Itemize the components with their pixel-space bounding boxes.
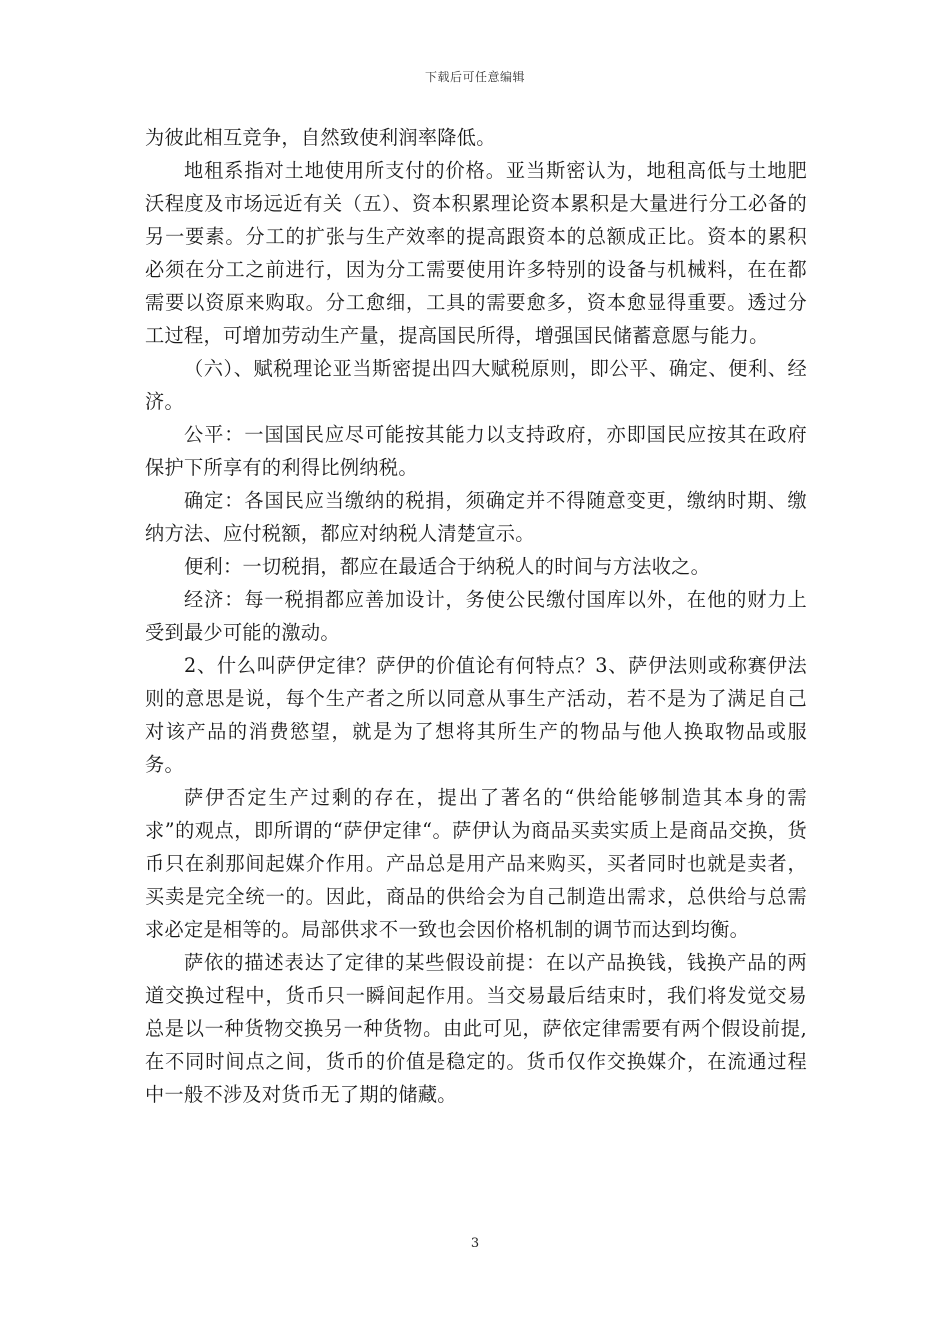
paragraph: （六）、赋税理论亚当斯密提出四大赋税原则，即公平、确定、便利、经济。 [145,357,807,413]
page-header-note: 下载后可任意编辑 [424,70,525,84]
paragraph: 萨依的描述表达了定律的某些假设前提：在以产品换钱，钱换产品的两道交换过程中，货币只一瞬间起作用。当交易最后结束时，我们将发觉交易总是以一种货物交换另一种货物。由此可见，萨依定律需要有两个假设前提,在不同时间点之间，货币的价值是稳定的。货币仅作交换媒介，在流通过程中一般不涉及对货币无了期的储藏。 [145,951,807,1106]
paragraph: 确定：各国民应当缴纳的税捐，须确定并不得随意变更，缴纳时期、缴纳方法、应付税额，都应对纳税人清楚宣示。 [145,489,807,545]
paragraph: 萨伊否定生产过剩的存在，提出了著名的“供给能够制造其本身的需求”的观点，即所谓的“萨伊定律“。萨伊认为商品买卖实质上是商品交换，货币只在刹那间起媒介作用。产品总是用产品来购买，买者同时也就是卖者，买卖是完全统一的。因此，商品的供给会为自己制造出需求，总供给与总需求必定是相等的。局部供求不一致也会因价格机制的调节而达到均衡。 [145,786,807,941]
paragraph: 2、什么叫萨伊定律？萨伊的价值论有何特点？3、萨伊法则或称赛伊法则的意思是说，每个生产者之所以同意从事生产活动，若不是为了满足自己对该产品的消费慾望，就是为了想将其所生产的物品与他人换取物品或服务。 [145,654,807,776]
paragraph: 经济：每一税捐都应善加设计，务使公民缴付国库以外，在他的财力上受到最少可能的激动。 [145,588,807,644]
paragraph: 公平：一国国民应尽可能按其能力以支持政府，亦即国民应按其在政府保护下所享有的利得比例纳税。 [145,423,807,479]
paragraph: 为彼此相互竞争，自然致使利润率降低。 [145,126,496,149]
paragraph: 地租系指对土地使用所支付的价格。亚当斯密认为，地租高低与土地肥沃程度及市场远近有关（五）、资本积累理论资本累积是大量进行分工必备的另一要素。分工的扩张与生产效率的提高跟资本的总额成正比。资本的累积必须在分工之前进行，因为分工需要使用许多特别的设备与机械料，在在都需要以资原来购取。分工愈细，工具的需要愈多，资本愈显得重要。透过分工过程，可增加劳动生产量，提高国民所得，增强国民储蓄意愿与能力。 [145,159,807,347]
document-body [145,121,807,1111]
paragraph: 便利：一切税捐，都应在最适合于纳税人的时间与方法收之。 [184,555,711,578]
page-number: 3 [470,1236,480,1251]
